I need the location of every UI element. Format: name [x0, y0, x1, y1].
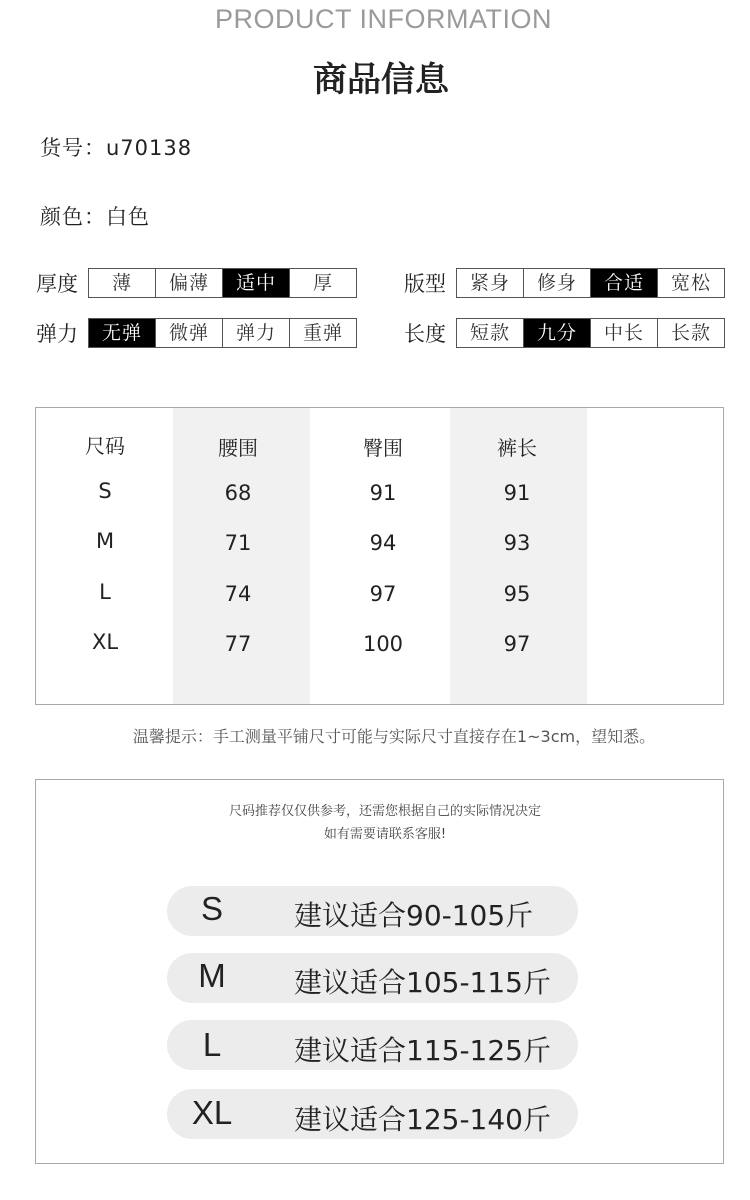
fit-option: 宽松 [657, 269, 724, 297]
table-cell: 93 [503, 531, 531, 555]
fit-options [456, 268, 725, 298]
length-option: 短款 [469, 322, 510, 344]
elasticity-row [36, 318, 357, 348]
item-color: 颜色：白色 [40, 205, 150, 229]
fit-option: 紧身 [469, 272, 510, 294]
item-number: 货号：u70138 [40, 136, 193, 160]
length-option: 中长 [590, 319, 657, 347]
table-cell: L [99, 580, 111, 604]
length-option-selected: 九分 [523, 319, 590, 347]
recommend-text: 建议适合115-125斤 [294, 1034, 551, 1067]
thickness-label: 厚度 [36, 272, 78, 296]
length-option: 长款 [657, 319, 724, 347]
table-cell: 77 [224, 632, 252, 656]
fit-option-selected: 合适 [590, 269, 657, 297]
elasticity-option: 重弹 [289, 319, 356, 347]
table-cell: 100 [362, 632, 404, 656]
table-cell: 94 [369, 531, 397, 555]
recommend-text: 建议适合125-140斤 [294, 1103, 551, 1136]
thickness-option-selected: 适中 [222, 269, 289, 297]
length-row [404, 318, 725, 348]
size-table [35, 407, 724, 705]
table-cell: 91 [503, 481, 531, 505]
recommend-text: 建议适合90-105斤 [294, 899, 534, 932]
table-cell: 91 [369, 481, 397, 505]
elasticity-options [88, 318, 357, 348]
length-options [456, 318, 725, 348]
table-cell: 95 [503, 582, 531, 606]
elasticity-option: 弹力 [222, 319, 289, 347]
thickness-options [88, 268, 357, 298]
elasticity-option: 微弹 [155, 319, 222, 347]
table-cell: 97 [369, 582, 397, 606]
header-size: 尺码 [85, 434, 125, 458]
thickness-option: 偏薄 [155, 269, 222, 297]
table-cell: 71 [224, 531, 252, 555]
table-cell: M [95, 529, 115, 553]
header-waist: 腰围 [218, 436, 258, 460]
recommend-note: 如有需要请联系客服! [323, 827, 447, 842]
measurement-tip: 温馨提示：手工测量平铺尺寸可能与实际尺寸直接存在1~3cm，望知悉。 [132, 727, 656, 746]
fit-row [404, 268, 725, 298]
thickness-option: 厚 [289, 269, 356, 297]
thickness-option: 薄 [111, 272, 132, 294]
thickness-row [36, 268, 357, 298]
recommend-size: XL [191, 1094, 233, 1131]
fit-label: 版型 [404, 272, 446, 296]
header-hip: 臀围 [363, 436, 403, 460]
fit-option: 修身 [523, 269, 590, 297]
english-title: PRODUCT INFORMATION [215, 4, 552, 34]
table-cell: 68 [224, 481, 252, 505]
page-title: 商品信息 [313, 60, 449, 100]
recommend-size: S [200, 890, 223, 927]
recommend-size: M [198, 957, 226, 994]
table-cell: XL [91, 630, 119, 654]
length-label: 长度 [404, 322, 446, 346]
elasticity-label: 弹力 [36, 322, 78, 346]
table-cell: 97 [503, 632, 531, 656]
header-length: 裤长 [497, 436, 537, 460]
recommend-note: 尺码推荐仅仅供参考，还需您根据自己的实际情况决定 [228, 804, 541, 819]
recommend-text: 建议适合105-115斤 [294, 966, 551, 999]
elasticity-option-selected: 无弹 [89, 319, 155, 347]
recommend-size: L [202, 1026, 222, 1063]
table-cell: 74 [224, 582, 252, 606]
table-cell: S [98, 479, 112, 503]
